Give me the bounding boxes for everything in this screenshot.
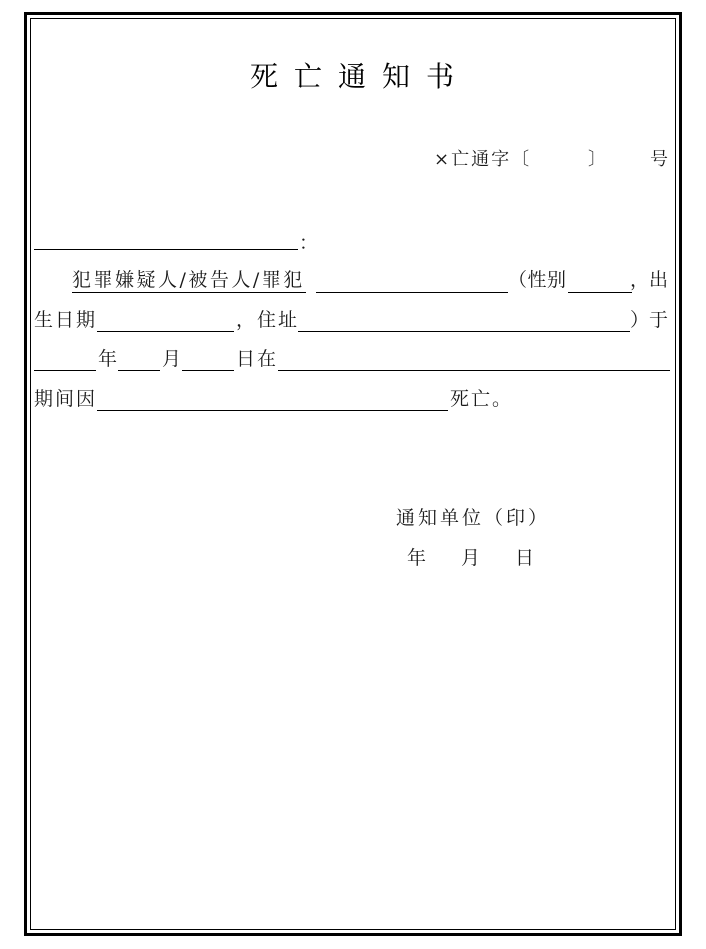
- birth-date-blank: [97, 331, 234, 332]
- address-label: ，住址: [236, 309, 300, 331]
- name-blank: [316, 292, 508, 293]
- birth-label-part1: ，出: [630, 269, 669, 291]
- issue-date-label: 年 月 日: [407, 547, 543, 569]
- day-blank: [182, 370, 234, 371]
- doc-number-suffix: 号: [650, 149, 670, 170]
- year-label: 年: [98, 348, 120, 370]
- subject-label-underline: [72, 292, 306, 293]
- birth-label-part2: 生日期: [34, 309, 98, 331]
- addressee-colon: ：: [299, 232, 321, 254]
- died-label: 死亡。: [450, 388, 514, 410]
- year-blank: [34, 370, 96, 371]
- period-because-label: 期间因: [34, 388, 98, 410]
- doc-number-bracket-close: 〕: [588, 149, 608, 170]
- gender-label: （性别: [508, 269, 567, 291]
- place-blank: [278, 370, 670, 371]
- address-blank: [298, 331, 630, 332]
- close-paren-at: ）于: [630, 309, 669, 331]
- subject-label: 犯罪嫌疑人/被告人/罪犯: [72, 269, 305, 291]
- gender-blank: [568, 292, 632, 293]
- day-at-label: 日在: [236, 348, 279, 370]
- issuer-seal-label: 通知单位（印）: [396, 507, 551, 529]
- addressee-blank: [34, 249, 298, 250]
- month-label: 月: [162, 348, 184, 370]
- month-blank: [118, 370, 160, 371]
- inner-border: [30, 18, 676, 930]
- document-title: 死亡通知书: [250, 60, 471, 93]
- doc-number-prefix: ×亡通字〔: [434, 149, 532, 170]
- cause-blank: [97, 410, 448, 411]
